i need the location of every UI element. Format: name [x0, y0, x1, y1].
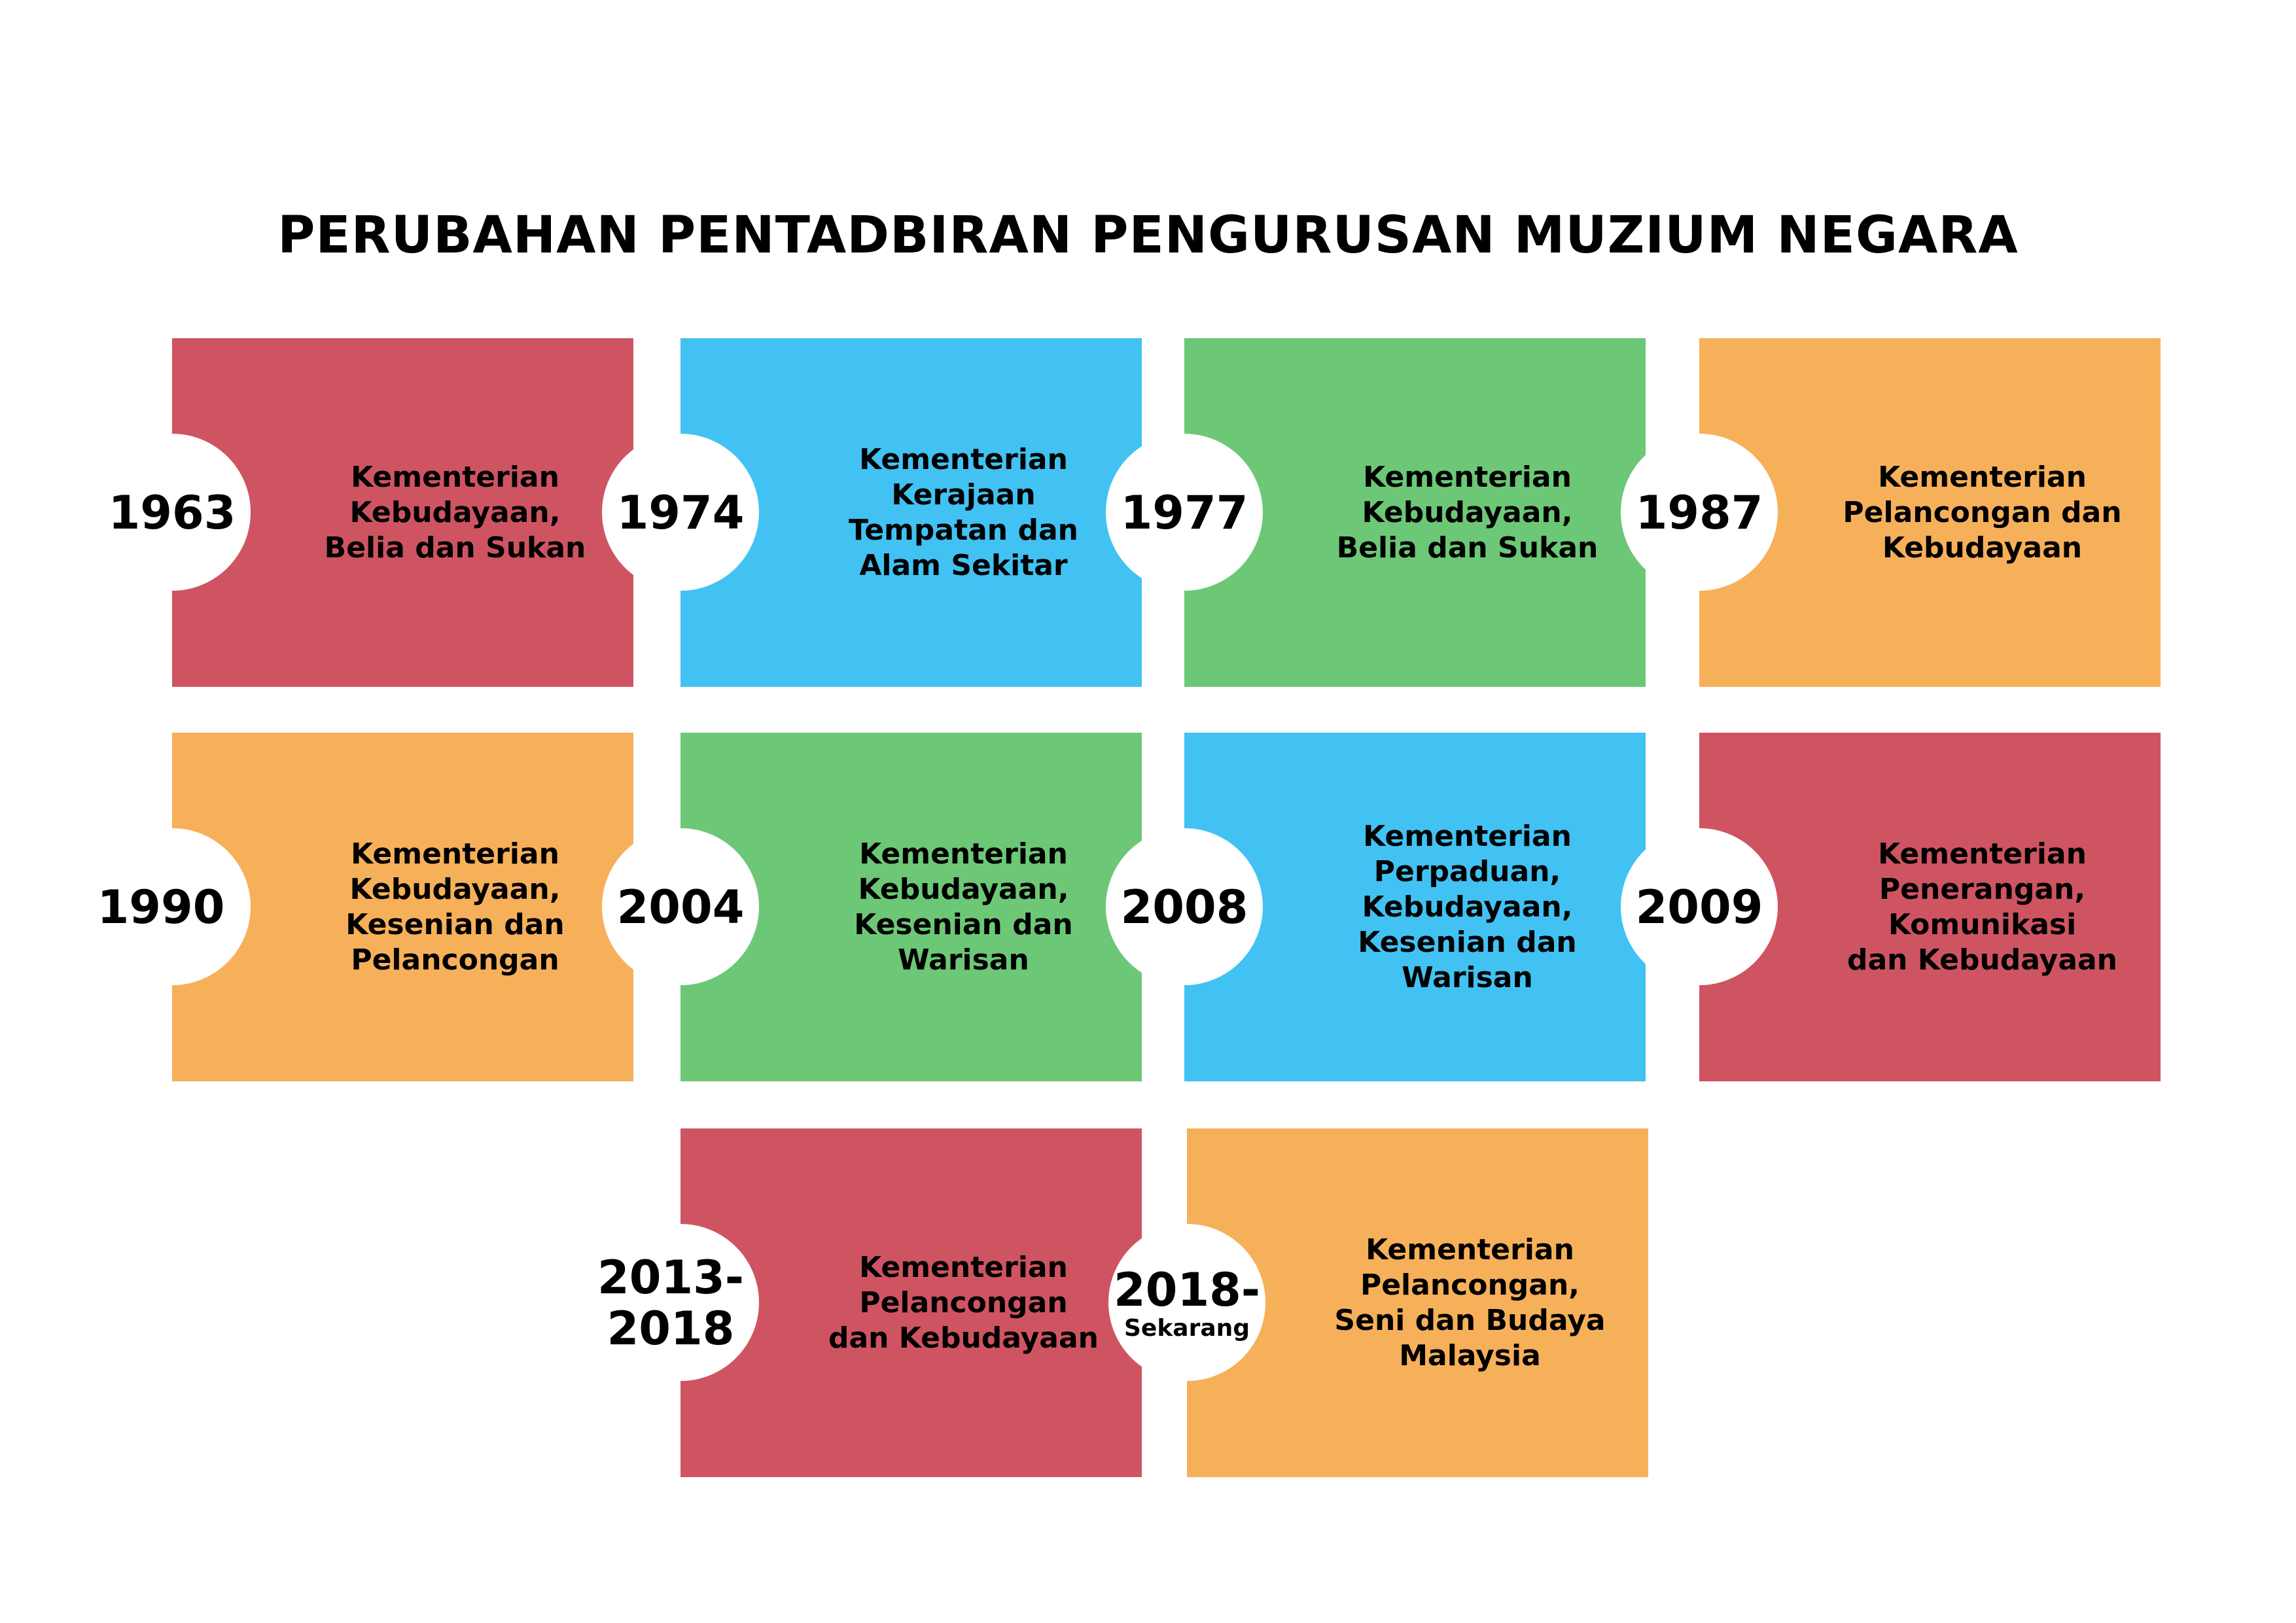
timeline-card-2009: [1635, 733, 2161, 1081]
year-label: 2009: [1635, 880, 1763, 934]
year-label: 1977: [1120, 485, 1248, 540]
year-label: 2008: [1120, 880, 1248, 934]
timeline-card-2004: [616, 733, 1142, 1081]
year-label-main: 2018-: [1114, 1263, 1260, 1317]
ministry-label: Kementerian Kebudayaan, Kesenian dan Warisan: [854, 837, 1073, 977]
year-label: 2013- 2018: [597, 1250, 744, 1355]
year-label: 1963: [108, 485, 236, 540]
ministry-label: Kementerian Penerangan, Komunikasi dan Kebudayaan: [1846, 837, 2118, 977]
timeline-card-1963: [108, 338, 633, 687]
ministry-label: Kementerian Kerajaan Tempatan dan Alam Sekitar: [849, 442, 1078, 582]
ministry-label: Kementerian Kebudayaan, Belia dan Sukan: [1336, 460, 1598, 565]
year-label: [1102, 1213, 1272, 1393]
year-label: 1990: [97, 880, 225, 934]
ministry-label: Kementerian Kebudayaan, Belia dan Sukan: [324, 460, 586, 565]
timeline-card-1977: [1120, 338, 1646, 687]
timeline-card-1987: [1635, 338, 2161, 687]
ministry-label: Kementerian Perpaduan, Kebudayaan, Kesenian dan Warisan: [1358, 819, 1577, 994]
year-label: 1987: [1635, 485, 1763, 540]
page-title: PERUBAHAN PENTADBIRAN PENGURUSAN MUZIUM NEGARA: [277, 206, 2019, 265]
ministry-label: Kementerian Kebudayaan, Kesenian dan Pelancongan: [345, 837, 565, 977]
ministry-label: Kementerian Pelancongan dan Kebudayaan: [1843, 460, 2122, 565]
year-label: 2004: [616, 880, 745, 934]
year-label-sub: Sekarang: [1123, 1314, 1250, 1342]
ministry-label: Kementerian Pelancongan dan Kebudayaan: [828, 1250, 1099, 1355]
timeline-card-2018-sekarang: [1114, 1128, 1648, 1477]
timeline-card-1990: [97, 733, 633, 1081]
timeline-card-2013-2018: [597, 1128, 1142, 1477]
timeline-card-2008: [1120, 733, 1646, 1081]
ministry-label: Kementerian Pelancongan, Seni dan Budaya Malaysia: [1334, 1232, 1606, 1372]
timeline-card-1974: [616, 338, 1142, 687]
year-label: 1974: [616, 485, 745, 540]
